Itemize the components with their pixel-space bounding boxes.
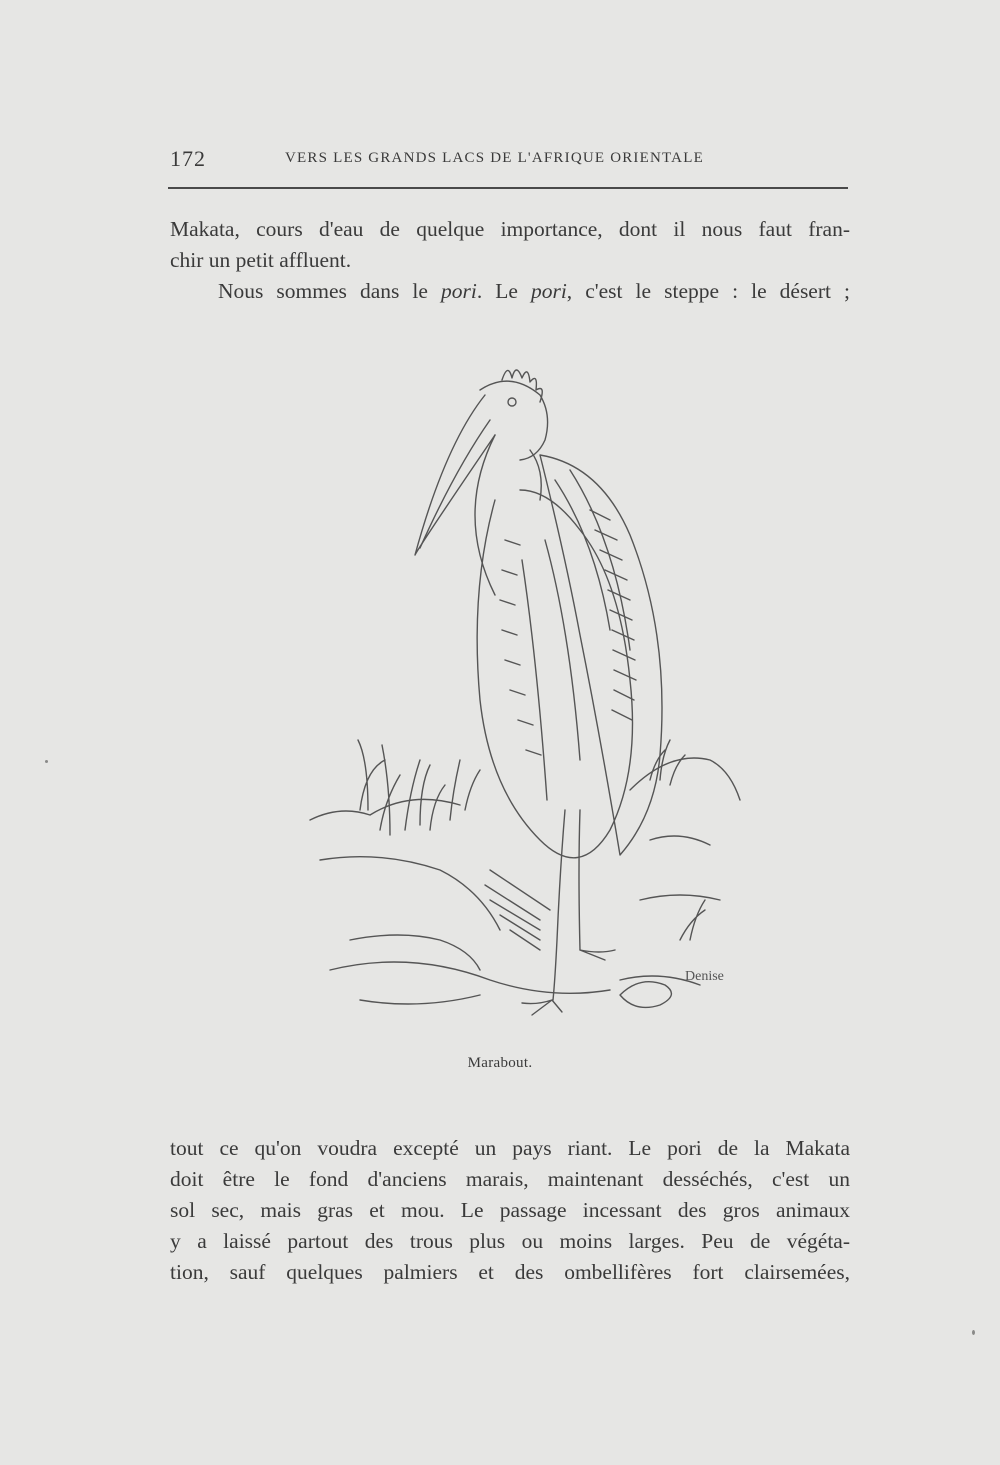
text-fragment: , c'est le steppe : le désert ; xyxy=(566,279,850,303)
paper-speck xyxy=(45,760,48,763)
paragraph-top xyxy=(170,214,850,307)
paragraph-bottom xyxy=(170,1133,850,1288)
page-header xyxy=(168,146,848,176)
text-fragment: Nous sommes dans le xyxy=(218,279,441,303)
figure-caption: Marabout. xyxy=(467,1055,533,1071)
italic-word-pori: pori xyxy=(440,279,477,303)
text-line-3 xyxy=(170,276,850,307)
text-line-2: chir un petit affluent. xyxy=(170,248,352,272)
text-line-6: sol sec, mais gras et mou. Le passage incessant des gros animaux xyxy=(170,1198,850,1222)
running-head: VERS LES GRANDS LACS DE L'AFRIQUE ORIENTALE xyxy=(285,150,704,166)
marabou-stork-illustration xyxy=(290,340,770,1040)
text-line-1: Makata, cours d'eau de quelque importance, dont il nous faut fran- xyxy=(170,217,850,241)
text-line-4: tout ce qu'on voudra excepté un pays riant. Le pori de la Makata xyxy=(170,1136,850,1160)
page-number: 172 xyxy=(170,146,206,171)
paper-speck xyxy=(972,1330,975,1335)
text-line-8: tion, sauf quelques palmiers et des ombellifères fort clairsemées, xyxy=(170,1260,850,1284)
text-line-7: y a laissé partout des trous plus ou moins larges. Peu de végéta- xyxy=(170,1229,850,1253)
header-rule xyxy=(168,187,848,189)
text-line-5: doit être le fond d'anciens marais, maintenant desséchés, c'est un xyxy=(170,1167,850,1191)
artist-signature: Denise xyxy=(685,969,724,984)
text-fragment: . Le xyxy=(476,279,531,303)
italic-word-pori: pori xyxy=(530,279,567,303)
